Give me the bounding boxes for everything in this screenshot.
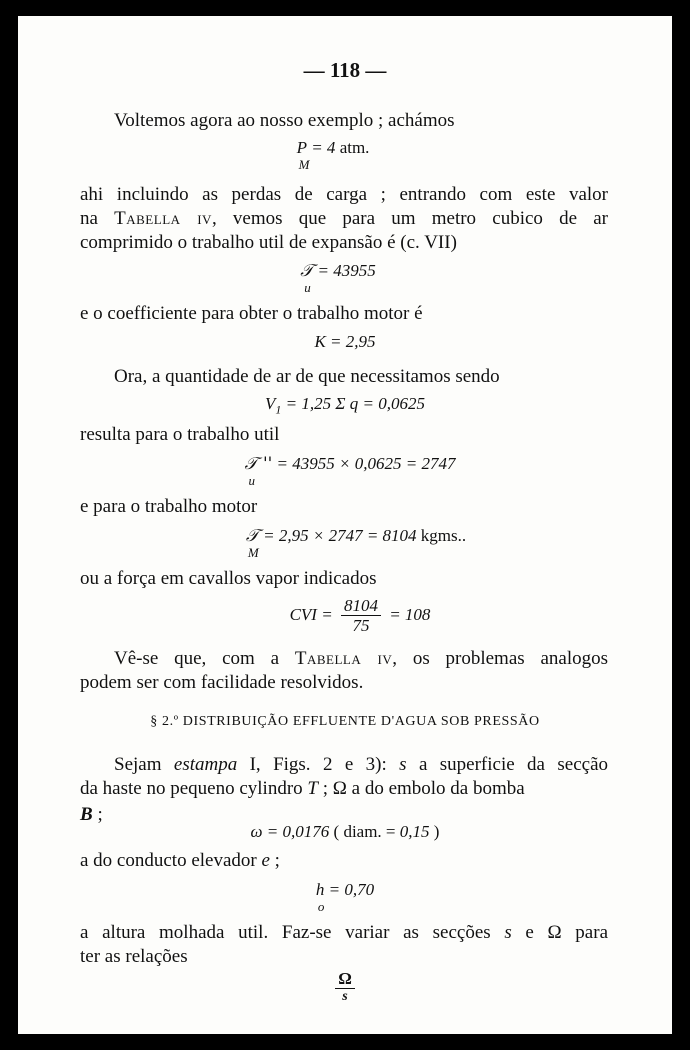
equation-air-volume [18,394,672,419]
equation-coefficient: K = 2,95 [314,332,376,351]
eq-value: = 1,25 Σ q = 0,0625 [281,394,425,413]
text-line: da haste no pequeno cylindro T ; Ω a do embolo da bomba [80,778,525,799]
eq-fraction: $\frac{8104}{75}$ [341,596,381,635]
text-line: comprimido o trabalho util de expansão é (c. VII) [80,232,457,253]
eq-value: ω = 0,0176 [250,822,334,841]
text-line: Vê-se que, com a Tabella iv, os problemas analogos [114,648,609,669]
eq-symbol: P [296,138,307,157]
eq-symbol: h [315,880,325,899]
equation-work-result [18,454,672,488]
equation-omega: ω = 0,0176 ( diam. = 0,15 ) [250,822,440,841]
eq-symbol: 𝒯 [300,261,314,281]
equation-height [18,880,672,914]
eq-fraction: $\frac{\Omega}{s}$ [335,969,355,1005]
book-page [18,16,672,1034]
text-line: Voltemos agora ao nosso exemplo ; achámos [114,110,455,131]
page-number: — 118 — [303,58,387,82]
equation-pressure [18,138,672,172]
text-line: ter as relações [80,946,188,967]
eq-symbol: V [265,394,276,413]
section-heading: § 2.º DISTRIBUIÇÃO EFFLUENTE D'AGUA SOB PRESSÃO [150,714,540,729]
text-line: resulta para o trabalho util [80,424,280,445]
eq-value: = 4 [306,138,340,157]
text-line: a altura molhada util. Faz-se variar as secções s e Ω para [80,922,609,943]
eq-symbol: CVI = [289,605,337,624]
eq-subscript: u [248,473,256,488]
text-line: na Tabella iv, vemos que para um metro cubico de ar [80,208,609,229]
eq-subscript: M [298,157,310,172]
eq-subscript: u [304,280,311,295]
text-line: ahi incluindo as perdas de carga ; entrando com este valor [80,184,608,205]
table-reference: Tabella iv [114,208,212,229]
text-line: ou a força em cavallos vapor indicados [80,568,377,589]
text-line: e para o trabalho motor [80,496,258,517]
eq-subscript: o [317,899,325,914]
table-reference: Tabella iv [294,648,393,669]
equation-work-motor [18,526,672,560]
eq-value: = 2,95 × 2747 = 8104 [258,526,421,545]
equation-work-useful [18,261,672,295]
equation-horsepower [18,596,672,636]
eq-subscript: M [247,545,259,560]
eq-unit: kgms.. [420,526,467,545]
eq-value: = 0,70 [324,880,375,899]
eq-value: = 43955 × 0,0625 = 2747 [272,454,456,473]
text-line: a do conducto elevador e ; [80,850,280,871]
eq-symbol: 𝒯 [245,526,259,546]
eq-unit: atm. [339,138,370,157]
text-line: e o coefficiente para obter o trabalho motor é [80,303,423,324]
eq-symbol: 𝒯 '' [244,454,273,474]
text-line: podem ser com facilidade resolvidos. [80,672,364,693]
eq-subscript: 1 [275,402,282,417]
text-line: Ora, a quantidade de ar de que necessitamos sendo [114,366,500,387]
eq-value: = 108 [384,605,431,624]
eq-value: = 43955 [313,261,376,280]
text-line: B ; [80,804,103,825]
equation-ratio [18,970,672,1006]
text-line: Sejam estampa I, Figs. 2 e 3): s a superficie da secção [114,754,609,775]
